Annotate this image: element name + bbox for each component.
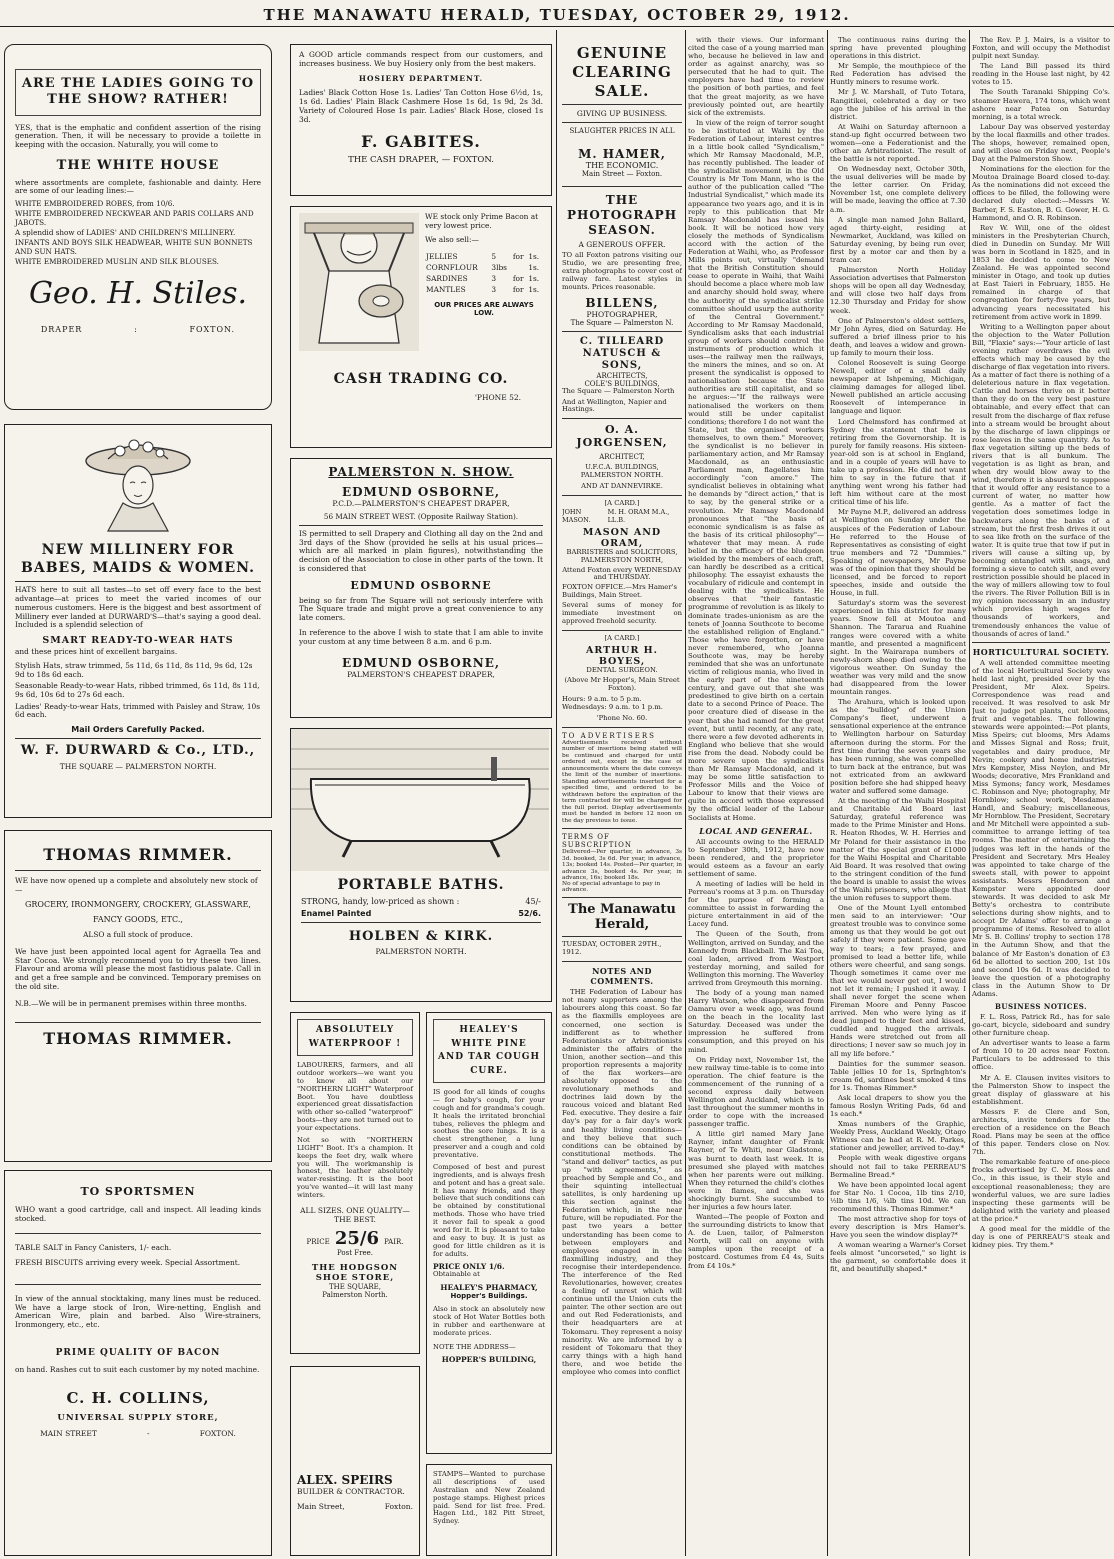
store-name: EDMUND OSBORNE, [341,656,501,671]
article-paragraph: An advertiser wants to lease a farm of from 10 to 20 acres near Foxton. Particulars to be addressed to this office. [972,1039,1110,1072]
ad-body: WHO want a good cartridge, call and inspect. All leading kinds stocked. [15,1205,261,1223]
bath-illustration [291,729,549,871]
store-address: HOPPER'S BUILDING, [441,1354,537,1364]
article-paragraph: Ask local drapers to show you the famous Roslyn Writing Pads, 6d and 1s each.* [830,1093,966,1119]
column-6 [972,36,1110,1556]
nb-note: N.B.—We will be in permanent premises within three months. [15,998,247,1008]
article-paragraph: A meeting of ladies will be held in Perreau's rooms at 3 p.m. on Thursday for the purpose of forming a committee to assist in forwarding the picture entertainment in aid of the Lacey fund. [688,879,824,929]
footer-right: FOXTON. [189,325,236,335]
card-label: [A CARD.] [604,633,640,642]
ad-body: TO all Foxton patrons visiting our Studio, we are presenting free, extra photographs to cover cost of railway fare. Latest styles in mounts. Prices reasonable. [562,251,682,291]
column-rule [556,30,557,1556]
article-paragraph: The Land Bill passed its third reading in the House last night, by 42 votes to 15. [972,62,1110,87]
article-paragraph: Rev W. Will, one of the oldest ministers in the Presbyterian Church, died in Dunedin on Sunday. Mr Will was born in Scotland in 1825, and in 1853 he decided to come to New Zealand. He was appointed second minister in Otago, and took up duties at East Taieri in February, 1855. He remained in charge of that congregation for forty-five years, but advancing years necessitated his retirement from active work in 1899. [972,223,1110,321]
price-line: Ladies' Ready-to-wear Hats, trimmed with Paisley and Straw, 10s 6d each. [15,701,261,720]
ad-subtitle: GIVING UP BUSINESS. [576,109,668,119]
article-paragraph: A woman wearing a Warner's Corset feels almost "uncorseted," so light is the garment, so comfortable does it fit, and beautifully shaped.* [830,1241,966,1274]
ad-body: In reference to the above I wish to state that I am able to invite your custom at any time between 8 a.m. and 6 p.m. [299,627,543,646]
table-row: SARDINES 3 for 1s. [426,274,540,284]
partner-left: JOHN MASON. [562,507,591,524]
firm-role: ARCHITECTS, [596,371,648,380]
store-address: 56 MAIN STREET WEST. (Opposite Railway Station). [323,512,519,521]
column-4 [688,36,824,1556]
ad-body: Composed of best and purest ingredients, and is always fresh and potent and has a great sale. It has many friends, and they believe that such conditions can be obtained by constitutional methods. Those who have tried it never fail to speak a good word for it. It is pleasant to take and easy to buy. It is just as good for little children as it is for adults. [433,1162,545,1258]
ad-title: HEALEY'S WHITE PINE AND TAR COUGH CURE. [433,1019,545,1083]
ad-intro: A GOOD article commands respect from our customers, and increases business. We buy Hosiery only from the best makers. [299,50,543,68]
firm-office: FOXTON OFFICE.—Mrs Hamer's Buildings, Main Street. [562,583,677,600]
column-rule [969,30,970,1556]
store-name: F. GABITES. [361,132,481,152]
dentist-phone: 'Phone No. 60. [596,713,648,722]
ad-title: PORTABLE BATHS. [337,877,505,893]
phone-number: 'PHONE 52. [474,393,521,402]
firm-attendance: Attend Foxton every WEDNESDAY and THURSDAY. [562,565,682,582]
store-town: Palmerston North. [322,1290,388,1299]
ad-body: IS permitted to sell Drapery and Clothing all day on the 2nd and 3rd days of the Show (provided he sells at his usual prices—which are all marked in plain figures), notwithstanding the decision of the Association to close in other parts of the town. It is considered that [299,529,543,573]
ad-lead: where assortments are complete, fashionable and dainty. Here are some of our leading lines:— [15,177,261,196]
ad-title: NEW MILLINERY FOR BABES, MAIDS & WOMEN. [21,542,255,577]
obtain-label: Obtainable at [433,1270,480,1279]
article-paragraph: Palmerston North Holiday Association advertises that Palmerston shops will be open all day Wednesday, and will close two half days from 12.30 Thursday and Friday for show week. [830,266,966,315]
article-paragraph: with their views. Our informant cited the case of a young married man who, because he believed in law and order as against anarchy, was so persecuted that he had to quit. The employers have had time to review the position of both parties, and feel that the great majority, as we have previously pointed out, are heartily sick of the extremists. [688,36,824,117]
firm-money: Several sums of money for immediate investment on approved freehold security. [562,601,682,625]
column-rule [827,30,828,1556]
ad-body: IS good for all kinds of coughs — for baby's cough, for your cough and for grandma's cough. It heals the irritated bronchial tubes, relieves the phlegm and soothes the sore lungs. It is a chest strengthener, a lung preserver and a cough and cold preventative. [433,1088,545,1159]
article-paragraph: Mr Semple, the mouthpiece of the Red Federation has advised the Huntly miners to resume work. [830,62,966,87]
article-paragraph: Mr Payne M.P., delivered an address at Wellington on Sunday under the auspices of the Federation of Labour. He referred to the House of Representatives as consisting of eight true members and 72 "Dummies." Speaking of newspapers, Mr Payne was of the opinion that they should be licensed, and be forced to report speeches, inside and outside the House, in full. [830,508,966,598]
ad-body: Not so with "NORTHERN LIGHT" Boot. It's a champion. It keeps the feet dry, walk where you will. The workmanship is honest, the leather absolutely water-resisting. It is the boot you've wanted—it will last many winters. [297,1135,413,1199]
dentist-name: ARTHUR H. BOYES, [586,644,658,667]
store-name: THE WHITE HOUSE [56,157,220,173]
article-paragraph: A good meal for the middle of the day is one of PERREAU'S steak and kidney pies. Try them.* [972,1224,1110,1250]
notice-body: Delivered—Per quarter, in advance, 3s 3d. booked, 3s 6d. Per year, in advance, 13s; booked 14s. Posted—Per quarter, in advance 3s, booked 4s. Per year, in advance, 16s; booked 18s. [562,849,682,881]
produce-note: ALSO a full stock of produce. [83,930,193,940]
builder-name: ALEX. SPEIRS [297,1473,393,1487]
masthead-rule [0,26,1114,27]
notice-title: TERMS OF SUBSCRIPTION [562,833,633,850]
firm-building: COLE'S BUILDINGS, [584,379,660,388]
article-paragraph: Writing to a Wellington paper about the objection to the Water Pollution Bill, "Flaxie" says:—"Your article of last evening rather overdraws the evil effects which may be caused by the discharge of flax vegetation into rivers. As a matter of fact there is nothing of a deleterious nature in flax vegetation. Cattle and horses thrive on it better than they do on the very best pasture obtainable, and every effect that can result from the discharge of flax refuse into a stream would be brought about by the discharge of lawn clippings or rose leaves in the same quantity. As to flax vegetation silting up the beds of rivers that is all bunkum. The vegetation is as light as bran, and when dry would blow away to the wind, therefore it is absurd to suppose that it would offer any resistance to a current of water, no matter how gentle. As a matter of fact the vegetation does sometimes lodge in backwaters along the banks of a stream, but the first fresh drives it out to sea like froth on the surface of the water. It is quite true that tow if put in rivers will cause a silting up, by becoming entangled with snags, and forming a sieve to catch silt, and every restriction possible should be placed in the way of millers allowing tow to foul the rivers. The River Pollution Bill is in my opinion necessary in an industry which provides high wages for thousands of workers, and tremendously enhances the value of thousands of acres of land." [972,322,1110,638]
article-paragraph: Lord Chelmsford has confirmed at Sydney the statement that he is retiring from the Governorship. It is purely for family reasons. His sixteen-year-old son is at school in England, and in a couple of years will have to take up a profession. He did not want him to say in the future that if anything went wrong his father had left him without care at the most critical time of his life. [830,417,966,507]
store-tagline: UNIVERSAL SUPPLY STORE, [57,1412,219,1423]
article-paragraph: In view of the reign of terror sought to be instituted at Waihi by the Federation of Labour, interest centres in a little book called "Syndicalism," which Mr Ramsay Macdonald, M.P., has recently published. The leader of the syndicalist movement in the Old Country is Mr Tom Mann, who is the author of the publication called "The Industrial Syndicalist," which made its appearance two years ago, and it is in reply to this publication that Mr Ramsay Macdonald has issued his book. It will be noticed how very closely the methods of Syndicalism accord with the action of the Federation at Waihi, who, as Professor Mills points out, virtually "demand that the British Constitution should cease to operate in Waihi, that Waihi should become a place where mob law and anarchy should hold sway, where the authority of the syndicalist strike committee should usurp the authority of the Central Government." According to Mr Ramsay Macdonald, Syndicalism asks that each industrial group of workers should control the instruments of production which it uses—the railway men the railways, the miners the mines, and so on. At present the syndicalist is opposed to nationalisation because the State authorities are still capitalist, and so he argues:—"If the railways were nationalised the workers on them would still be under capitalist conditions; therefore I do not want the State, but the organised workers themselves, to own them." Moreover, the syndicalist is no believer in parliamentary action, and Mr Ramsay Macdonald, as an enthusiastic Parliament man, flagellates him accordingly "con amore." The syndicalist believes in obtaining what he demands by "direct action," that is to say, by the general strike or a revolution. Mr Ramsay Macdonald pronounces that "the basis of economic syndicalism is as false as the basis of its critical philosophy"—whatever that may mean. A rude belief in the efficacy of the bludgeon wielded by the members of each craft, can hardly be described as a critical philosophy. The essayist exhausts the vocabulary of ridicule and contempt in dealing with the syndicalists. He observes that "their fantastic programme of revolution is as likely to dominate trades-unionism as are the tenets of Joanna Southcote to become the established religion of England." Those who have forgotten, or have never remembered, who Joanna Southcote was, may be hereby reminded that she was an unfortunate victim of religious mania, who lived in the early part of the nineteenth century, and gave out that she was predestined to give birth on a certain date to a second Prince of Peace. The poor creature died of disease in the year that she had named for the great event, but until recently, at any rate, there were a few devoted adherents in England who believe that she would rise from the dead. Nobody could be more severe upon the syndicalists than Mr Ramsay Macdonald, and it may be some little satisfaction to Professor Mills and the Voice of Labour to know that their views are quite in accord with those expressed by the official leader of the Labour Socialists at Home. [688,118,824,822]
ad-body: being so far from The Square will not seriously interfere with The Square trade and might prove a great convenience to any late comers. [299,595,543,623]
price-line: Stylish Hats, straw trimmed, 5s 11d, 6s 11d, 8s 11d, 9s 6d, 12s 9d to 18s 6d each. [15,660,253,679]
item-list [15,199,261,266]
ad-headline: ARE THE LADIES GOING TO THE SHOW? RATHER! [15,69,261,116]
goods-list: GROCERY, IRONMONGERY, CROCKERY, GLASSWARE, FANCY GOODS, ETC., [25,900,251,924]
article-paragraph: Dainties for the summer season. Table jellies 10 for 1s, Sprlnghton's cream 6d, sardines best smoked 4 tins for 1s. Thomas Rimmer.* [830,1059,966,1092]
ad-title: THOMAS RIMMER. [43,845,233,864]
agent-note: We have just been appointed local agent for Agraella Tea and Star Cocoa. We strongly recommend you to try these two lines. Flavour and aroma will please the most fastidious palate. Call in and get a free sample and be convinced. Temporary premises on the old site. [15,946,261,991]
ad-title: ABSOLUTELY WATERPROOF ! [297,1019,413,1056]
article-paragraph: THE Federation of Labour has not many supporters among the labourers along this coast. So far as the flaxmills employees are concerned, one section is indifferent as to whether Federationists or Arbitrationists administer the affairs of the Union, another section—and this proportion represents a majority of the flax workers—are absolutely opposed to the revolutionary methods and doctrines laid down by the raucous voiced and blatant Red Fed. executive. They desire a fair day's pay for a fair day's work and healthy living conditions—and they believe that such conditions can be obtained by constitutional methods. The "stand and deliver" tactics, as put up "with agreements," as preached by Semple and Co., and their squinting intellectual satellites, is only hardening up this section against the Federation which, in the near future, will be repudiated. For the past two years a better understanding has been come to between employers and employees engaged in the flaxmilling industry, and they recognise their interdependence. The interference of the Red Revolutionaries, however, creates a feeling of unrest which will continue until the Union cuts the painter. The other section are out and out Red Federationists, and their headquarters are at Tokomaru. They represent a noisy minority. We are informed by a resident of Tokomaru that they carry things with a high hand there, and woe betide the employee who comes into conflict [562,988,682,1376]
biscuit-note: FRESH BISCUITS arriving every week. Special Assortment. [15,1258,241,1268]
masthead: THE MANAWATU HERALD, TUESDAY, OCTOBER 29, 1912. [263,6,851,24]
table-row: MANTLES 3 for 1s. [426,285,540,295]
article-paragraph: A well attended committee meeting of the local Horticultural Society was held last night, presided over by the President, Mr Alex. Speirs. Correspondence was read and received. It was resolved to ask Mr Just to judge pot plants, cut blooms, fruit and vegetables. The following stewards were appointed:—Pot plants, Miss Speirs; cut blooms, Mrs Adams and Misses Signal and Ross; fruit, vegetables and dairy produce, Mr Nevin; cookery and home industries, Mrs Kempster, Miss Neylon, and Mr Woods; decorative, Mrs Frankland and Miss Symons; fancy work, Mesdames C. Robinson and Nye; photography, Mr Hornblow; school work, Mesdames Handl, and Seabury; miscellaneous, Mr Hornblow. The President, Secretary and Mr Mitchell were appointed a sub-committee to arrange letting of tea rooms. The matter of entertaining the judges was left in the hands of the President and Secretary. Mrs Healey was appointed to take charge of the sweets stall, with power to appoint assistants. Messrs Henderson and Kempster were appointed door stewards. It was decided to ask Mr Betty's orchestra to contribute selections during show nights, and to accept Dr Adams' offer to arrange a programme of items. Resolved to allot Mr S. B. Collins' trophy to section 178 in the Autumn Show, and that the balance of Mr Easton's donation of £3 6d be allotted to section 200, 1st 10s and second 10s 6d. It was decided to leave the question of a photography class in the Autumn Show to Dr Adams. [972,658,1110,998]
speirs-ad [290,1366,420,1556]
section-heading: LOCAL AND GENERAL. [699,825,813,836]
collins-ad: TO SPORTSMEN WHO want a good cartridge, call and inspect. All leading kinds stocked. TABLE SALT in Fancy Canisters, 1/- each. FRESH BISCUITS arriving every week. Special Assortment. In view of the annual stocktaking, many lines must be reduced. We have a large stock of Iron, Wire-netting, English and American Wire, plain and barbed. Also Wire-strainers, Ironmongery, etc., etc. PRIME QUALITY OF BACON on hand. Rashes cut to suit each customer by my noted machine. C. H. COLLINS, UNIVERSAL SUPPLY STORE, MAIN STREET - FOXTON. [4,1170,272,1556]
article-paragraph: One of the Mount Lyell entombed men said to an interviewer: "Our greatest trouble was to convince some among us that they would be got out safely if they were patient. Some gave way to tears; a few prayed, and promised to lead a better life, while others were cheerful, and sang songs. Though sometimes it came over me that we would never get out, I would not let it remain; I pushed it away. I shall never forget the scene when Fireman Moore and Penny Pascoe arrived. Men who were lying as if dead jumped to their feet and kissed, cuddled and hugged the arrivals. Hands were stretched out from all directions; I never saw so much joy in all my life before." [830,904,966,1058]
price: 45/- [525,897,541,906]
ad-title: TO SPORTSMEN [80,1185,196,1198]
sizes-note: ALL SIZES. ONE QUALITY—THE BEST. [300,1205,410,1224]
article-paragraph: Messrs F. de Clere and Son, architects, invite tenders for the erection of a residence on the Beach Road. Plans may be seen at the office of this paper. Tenders close on Nov. 7th. [972,1107,1110,1157]
ad-subtext: and these prices hint of excellent bargains. [15,647,178,657]
article-paragraph: The body of a young man named Harry Watson, who disappeared from Oamaru over a week ago, was found on the beach in the locality last Saturday. Deceased was under the impression he suffered from consumption, and this preyed on his mind. [688,988,824,1054]
department: HOSIERY DEPARTMENT. [358,74,484,84]
price: 25/6 [334,1227,379,1249]
paper-title: The Manawatu Herald, [568,902,676,933]
store-address: PALMERSTON NORTH. [375,947,467,956]
notice-body: Advertisements received without number of insertions being stated will be continued and charged for until ordered out, except in the case of announcements where the date conveys the limit of the number of insertions. Standing advertisements inserted for a specified time, and ordered to be withdrawn before the expiration of the term contracted for will be charged for the full period. Display advertisements must be handed in before 12 noon on the day previous to issue. [562,739,682,824]
osborne-ad [290,458,552,718]
list-item: A splendid show of LADIES' AND CHILDREN'S MILLINERY. [15,228,236,238]
store-tagline: P.C.D.—PALMERSTON'S CHEAPEST DRAPER, [332,499,510,508]
ad-subtitle: A GENEROUS OFFER. [578,240,666,250]
article-paragraph: F. L. Ross, Patrick Rd., has for sale go-cart, bicycle, sideboard and sundry other furniture cheap. [972,1012,1110,1038]
card-label: [A CARD.] [604,498,640,507]
mail-orders: Mail Orders Carefully Packed. [71,725,205,735]
firm-address: The Square — Palmerston North [562,386,675,395]
baths-ad [290,728,552,1002]
notice-note: No of special advantage to pay in advance. [562,881,661,894]
article-paragraph: Mr J. W. Marshall, of Tuto Totara, Rangitikei, celebrated a day or two ago the jubilee of his arrival in the district. [830,88,966,121]
price: PRICE ONLY 1/6. [433,1262,505,1272]
woman-in-hat-illustration [78,433,198,533]
store-role: PHOTOGRAPHER, [586,309,658,319]
article-paragraph: People with weak digestive organs should not fail to take PERREAU'S Bermaline Bread.* [830,1154,966,1179]
ad-body: Also in stock an absolutely new stock of Hot Water Bottles both in rubber and earthenware at moderate prices. [433,1305,545,1337]
durward-ad [4,424,272,818]
ad-body: STRONG, handy, low-priced as shown : [301,897,460,906]
hodgson-ad [290,1012,420,1354]
ad-body: Ladies' Black Cotton Hose 1s. Ladies' Tan Cotton Hose 6½d, 1s, 1s 6d. Ladies' Plain Black Cashmere Hose 1s 6d, 1s 9d, 2s 3d. Variety of Coloured Hose 1s pair. Ladies' Black Hose, closed 1s 3d. [299,88,543,124]
store-name: EDMUND OSBORNE, [341,485,501,499]
bacon-note: on hand. Rashes cut to suit each customer by my noted machine. [15,1364,260,1374]
article-paragraph: A little girl named Mary Jane Rayner, infant daughter of Frank Rayner, of Te Whiti, near Gladstone, was burnt to death last week. It is presumed she played with matches when her parents were out milking. When they returned the child's clothes were in flames, and she was shockingly burnt. She succumbed to her injuries a few hours later. [688,1130,824,1212]
ad-title: GENUINE CLEARING SALE. [572,44,672,100]
store-name: HOLBEN & KIRK. [348,929,494,944]
ad-title: THE PHOTOGRAPH SEASON. [566,193,678,238]
store-name: W. F. DURWARD & Co., LTD., [20,743,256,759]
article-paragraph: We have been appointed local agent for Star No. 1 Cocoa, 1lb tins 2/10, ½lb tins 1/6, ¼lb tins 10d. We can recommend this. Thomas Rimmer.* [830,1180,966,1213]
shop-building: Hopper's Buildings. [450,1292,528,1301]
article-paragraph: Saturday's storm was the severest experienced in this district for many years. Snow fell at Moutoa and Shannon. The Tararua and Ruahine ranges were covered with a white mantle, and presented a magnificent sight. In the Wairarapa numbers of newly-shorn sheep died owing to the vigorous weather. On Sunday the weather was very mild and the snow had disappeared from the lower mountain ranges. [830,599,966,697]
price-note: OUR PRICES ARE ALWAYS LOW. [434,301,534,318]
article-paragraph: The Arahura, which is looked upon as the "bulldog" of the Union Company's fleet, underwent a sensational experience at the entrance to Wellington harbour on Saturday afternoon during the storm. For the first time during the seven years she has been running, she was compelled to turn back at the entrance, but was not extricated from an awkward position before she had shipped heavy water and suffered some damage. [830,698,966,796]
address-label: NOTE THE ADDRESS— [433,1342,516,1351]
list-item: WHITE EMBROIDERED ROBES, from 10/6. [15,199,175,209]
store-name: CASH TRADING CO. [333,371,509,387]
column-5 [830,36,966,1556]
ad-body: HATS here to suit all tastes—to set off every face to the best advantage—at prices to meet the varied incomes of our numerous customers. Here is the biggest and best assortment of Millinery ever landed at DURWARD'S—that's saying a good deal. Included is a splendid selection of [15,585,261,630]
gabites-ad [290,44,552,196]
firm-name: O. A. JORGENSEN, [576,423,668,450]
white-house-ad: ARE THE LADIES GOING TO THE SHOW? RATHER! YES, that is the emphatic and confident assertion of the rising generation. Then, it will be necessary to provide a toilette in keeping with the occasion. Naturally, you will come to THE WHITE HOUSE where assortments are complete, fashionable and dainty. Here are some of our leading lines:— WHITE EMBROIDERED ROBES, from 10/6. WHITE EMBROIDERED NECKWEAR AND PARIS COLLARS AND JABOTS. A splendid show of LADIES' AND CHILDREN'S MILLINERY. INFANTS AND BOYS SILK HEADWEAR, WHITE SUN BONNETS AND SUN HATS. WHITE EMBROIDERED MUSLIN AND SILK BLOUSES. Geo. H. Stiles. DRAPER : FOXTON. [4,44,272,410]
article-paragraph: The continuous rains during the spring have prevented ploughing operations in this district. [830,36,966,61]
article-paragraph: On Friday next, November 1st, the new railway time-table is to come into operation. The chief feature is the commencement of the running of a second express daily between Wellington and Auckland, which is to last throughout the summer months in order to cope with the increased passenger traffic. [688,1055,824,1129]
article-paragraph: At the meeting of the Waihi Hospital and Charitable Aid Board last Saturday, grateful reference was made to the Prime Minister and Hons. R. Heaton Rhodes, W. H. Herries and Mr Poland for their assistance in the matter of the special grant of £1000 for the Waihi Hospital and Charitable Aid Board. It was resolved that owing to the stringent condition of the fund the board is unable to assist the wives of the Waihi prisoners, who allege that the union refuses to support them. [830,797,966,903]
signature: Geo. H. Stiles. [28,276,248,312]
ad-title: PALMERSTON N. SHOW. [328,465,514,479]
article-paragraph: The Rev. P. J. Mairs, is a visitor to Foxton, and will occupy the Methodist pulpit next Sunday. [972,36,1110,61]
price-label: PRICE [306,1237,330,1246]
firm-building: U.F.C.A. BUILDINGS, PALMERSTON NORTH. [580,463,664,480]
builder-role: BUILDER & CONTRACTOR. [297,1487,405,1496]
article-paragraph: At Waihi on Saturday afternoon a stand-up fight occurred between two women—one a Federationist and the other an Arbitrationist. The result of the battle is not reported. [830,122,966,164]
rimmer-ad [4,830,272,1162]
article-paragraph: On Wednesday next, October 30th, the usual deliveries will be made by the letter carrier. On Friday, November 1st, one complete delivery will be made, leaving the office at 7.30 a.m. [830,165,966,214]
store-address: THE SQUARE, [329,1282,381,1291]
store-address: THE SQUARE — PALMERSTON NORTH. [59,762,217,772]
enamel-label: Enamel Painted [301,909,372,918]
ad-title-repeat: THOMAS RIMMER. [43,1029,233,1049]
store-name: M. HAMER, [578,147,666,162]
price: 52/6. [518,909,541,918]
ad-body: LABOURERS, farmers, and all outdoor workers—we want you to know all about our "NORTHERN LIGHT" Waterproof Boot. You have doubtless experienced great dissatisfaction with other so-called "waterproof" boots—they are not turned out to your expectations. [297,1061,413,1132]
table-row: CORNFLOUR 3lbs 1s. [426,263,540,273]
dateline: TUESDAY, OCTOBER 29TH., 1912. [562,940,662,957]
builder-address: Main Street, [297,1502,345,1511]
store-tagline: THE ECONOMIC. [585,161,659,171]
ad-body: STAMPS—Wanted to purchase all descriptions of used Australian and New Zealand postage stamps. Highest prices paid. Send for list free. Fred. Hagen Ltd., 182 Pitt Street, Sydney. [433,1470,545,1526]
store-tagline: PALMERSTON'S CHEAPEST DRAPER, [347,670,495,680]
dentist-role: DENTAL SURGEON. [586,665,658,674]
list-item: WHITE EMBROIDERED MUSLIN AND SILK BLOUSES. [15,257,219,267]
article-paragraph: Xmas numbers of the Graphic, Weekly Press, Auckland Weekly, Otago Witness can be had at R. M. Parkes, stationer and jeweller, arrived to-day.* [830,1120,966,1153]
article-paragraph: The most attractive shop for toys of every description is Mrs Hamer's. Have you seen the window display?* [830,1215,966,1240]
partner-right: M. H. ORAM M.A., LL.B. [607,507,670,524]
firm-role: BARRISTERS and SOLICITORS, PALMERSTON NORTH, [566,547,678,564]
table-row: JELLIES 5 for 1s. [426,252,540,262]
store-address: Main Street — Foxton. [581,170,663,179]
article-paragraph: The Queen of the South, from Wellington, arrived on Sunday, and the Kennedy from Blackball. The Kai Toa, coal laden, arrived from Westport yesterday morning, and sailed for Wellington this morning. The Waverley arrived from Greymouth this morning. [688,930,824,987]
dentist-address: (Above Mr Hopper's, Main Street Foxton). [564,676,680,693]
ad-subtitle: SLAUGHTER PRICES IN ALL [569,127,675,136]
stamps-ad [426,1464,552,1556]
section-heading: BUSINESS NOTICES. [994,1001,1088,1011]
ad-intro: YES, that is the emphatic and confident assertion of the rising generation. Then, it will be necessary to provide a toilette in keeping with the occasion. Naturally, you will come to [15,122,261,149]
article-paragraph: One of Palmerston's oldest settlers, Mr John Ayres, died on Saturday. He suffered a brief illness prior to his death, and leaves a widow and grown-up family to mourn their loss. [830,316,966,357]
store-name: BILLENS, [585,295,659,310]
healey-ad [426,1012,552,1454]
store-name: C. H. COLLINS, [66,1388,210,1407]
footer-left: DRAPER [40,325,83,335]
notice-title: TO ADVERTISERS [562,731,656,740]
shop-name: HEALEY'S PHARMACY, [440,1283,538,1293]
builder-town: Foxton. [384,1502,413,1511]
article-paragraph: Nominations for the election for the Moutoa Drainage Board closed to-day. As the nominations did not exceed the offices to be filled, the following were declared duly elected:—Messrs W. Barber, F. S. Easton, B. G. Gower, H. G. Hammond, and O. R. Robinson. [972,165,1110,222]
article-paragraph: Mr A. E. Clausen invites visitors to the Palmerston Show to inspect the great display of glassware at his establishment. [972,1073,1110,1106]
price-unit: PAIR. [384,1237,404,1246]
list-item: INFANTS AND BOYS SILK HEADWEAR, WHITE SUN BONNETS AND SUN HATS. [15,238,253,257]
article-paragraph: The remarkable feature of one-piece frocks advertised by C. M. Ross and Co., in this issue, is their style and exceptional reasonableness; they are wonderful values, we are sure ladies inspecting these garments will be delighted with the variety and pleased at the price.* [972,1158,1110,1223]
butcher-illustration [299,213,419,351]
list-item: WHITE EMBROIDERED NECKWEAR AND PARIS COLLARS AND JABOTS. [15,209,254,228]
firm-name: C. TILLEARD NATUSCH & SONS, [579,335,665,371]
article-paragraph: All accounts owing to the HERALD to September 30th, 1912, have now been rendered, and the proprietor would esteem as a favour an early settlement of same. [688,837,824,878]
section-heading: NOTES AND COMMENTS. [590,966,654,987]
column-3 [562,36,682,1556]
dentist-hours: Hours: 9 a.m. to 5 p.m. Wednesdays: 9 a.m. to 1 p.m. [562,695,663,711]
ad-subtitle: SMART READY-TO-WEAR HATS [42,635,234,647]
article-paragraph: Wanted—The people of Foxton and the surrounding districts to know that A. de Luen, tailor, of Palmerston North, will call on anyone with samples upon the receipt of a postcard. Costumes from £4 4s, Suits from £4 10s.* [688,1213,824,1270]
store-tagline: THE CASH DRAPER, — FOXTON. [348,155,494,166]
store-name: THE HODGSON SHOE STORE, [311,1262,399,1283]
article-paragraph: Labour Day was observed yesterday by the local flaxmills and other trades. The shops, however, remained open, and will close on Friday next, People's Day at the Palmerston Show. [972,122,1110,164]
footer-right: FOXTON. [199,1428,236,1438]
column-rule [685,30,686,1556]
footer-left: MAIN STREET [40,1428,97,1438]
ad-intro: WE stock only Prime Bacon at very lowest price. [425,212,539,230]
store-name: EDMUND OSBORNE [350,578,492,592]
article-paragraph: Colonel Roosevelt is suing George Newell, editor of a small daily newspaper at Ishpeming, Michigan, claiming damages for alleged libel. Newell published an article accusing Roosevelt of intemperance in language and liquor. [830,358,966,416]
post-note: Post Free. [337,1248,373,1257]
section-heading: HORTICULTURAL SOCIETY. [972,646,1110,657]
firm-branches: And at Wellington, Napier and Hastings. [562,397,667,414]
also-label: We also sell:— [425,235,479,245]
stocktaking-note: In view of the annual stocktaking, many lines must be reduced. We have a large stock of Iron, Wire-netting, English and American Wire, plain and barbed. Also Wire-strainers, Ironmongery, etc., etc. [15,1293,261,1330]
store-address: The Square — Palmerston N. [570,318,674,327]
firm-branches: AND AT DANNEVIRKE. [581,482,663,490]
salt-note: TABLE SALT in Fancy Canisters, 1/- each. [15,1243,172,1253]
price-table [425,251,543,295]
firm-role: ARCHITECT, [599,453,645,462]
firm-name: MASON AND ORAM, [582,526,662,549]
article-paragraph: A single man named John Ballard, aged thirty-eight, residing at Newmarket, Auckland, was killed on Saturday evening, by being run over, first by a motor car and then by a tram car. [830,215,966,265]
bacon-title: PRIME QUALITY OF BACON [55,1347,221,1358]
ad-body: WE have now opened up a complete and absolutely new stock of— [15,876,258,894]
cash-trading-ad [290,206,552,448]
article-paragraph: The South Taranaki Shipping Co's. steamer Hawera, 174 tons, which went ashore near Patea on Saturday morning, is a total wreck. [972,88,1110,121]
price-line: Seasonable Ready-to-wear Hats, ribbed trimmed, 6s 11d, 8s 11d, 9s 6d, 10s 6d to 27s 6d each. [15,681,260,699]
